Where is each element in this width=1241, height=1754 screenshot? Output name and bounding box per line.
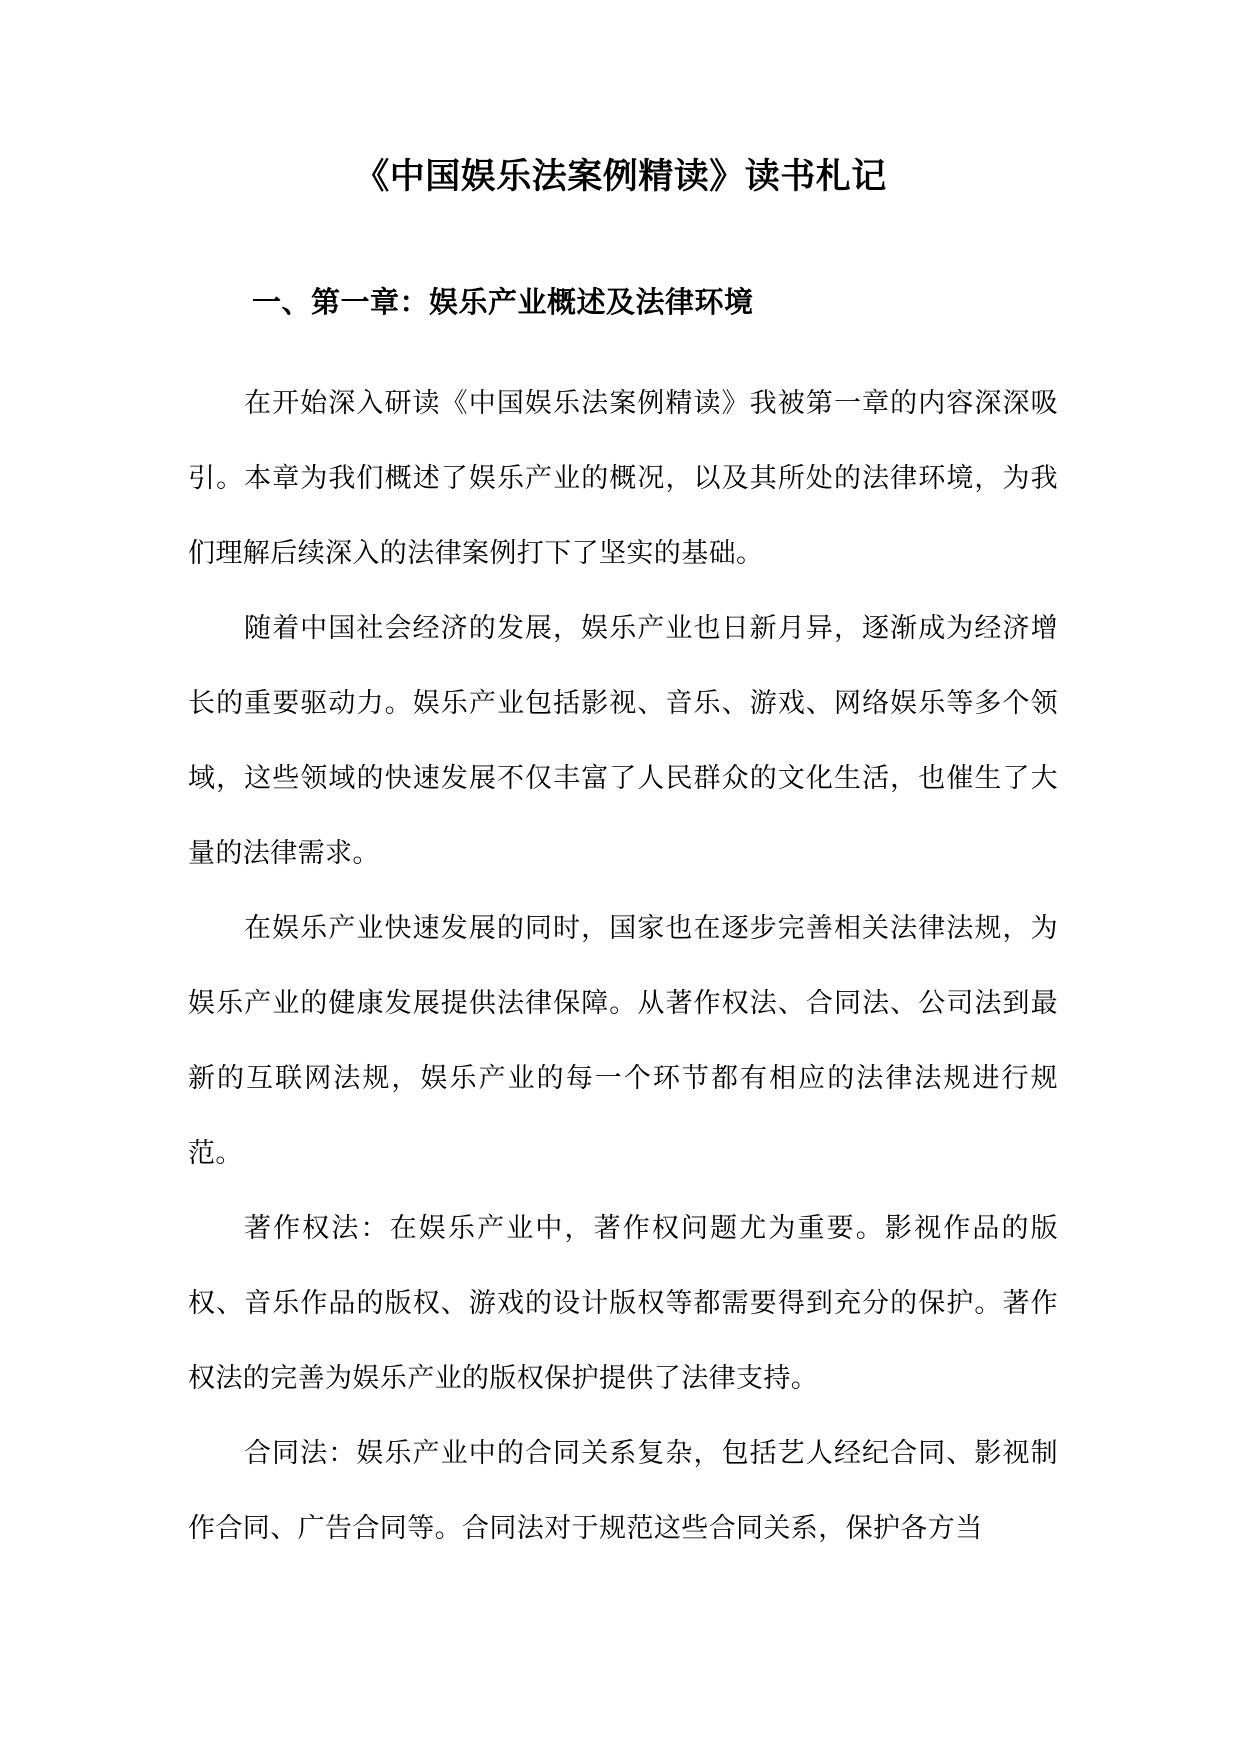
document-title: 《中国娱乐法案例精读》读书札记 bbox=[354, 157, 887, 197]
document-body bbox=[188, 366, 1058, 1566]
section-heading: 一、第一章：娱乐产业概述及法律环境 bbox=[252, 285, 754, 319]
paragraph-intro: 在开始深入研读《中国娱乐法案例精读》我被第一章的内容深深吸引。本章为我们概述了娱乐产业的概况，以及其所处的法律环境，为我们理解后续深入的法律案例打下了坚实的基础。 bbox=[188, 388, 1058, 569]
paragraph-copyright-law: 著作权法：在娱乐产业中，著作权问题尤为重要。影视作品的版权、音乐作品的版权、游戏的设计版权等都需要得到充分的保护。著作权法的完善为娱乐产业的版权保护提供了法律支持。 bbox=[188, 1213, 1058, 1394]
paragraph-contract-law: 合同法：娱乐产业中的合同关系复杂，包括艺人经纪合同、影视制作合同、广告合同等。合同法对于规范这些合同关系，保护各方当 bbox=[188, 1438, 1058, 1544]
paragraph-industry-growth: 随着中国社会经济的发展，娱乐产业也日新月异，逐渐成为经济增长的重要驱动力。娱乐产业包括影视、音乐、游戏、网络娱乐等多个领域，这些领域的快速发展不仅丰富了人民群众的文化生活，也催生了大量的法律需求。 bbox=[188, 613, 1058, 869]
paragraph-legal-framework: 在娱乐产业快速发展的同时，国家也在逐步完善相关法律法规，为娱乐产业的健康发展提供法律保障。从著作权法、合同法、公司法到最新的互联网法规，娱乐产业的每一个环节都有相应的法律法规进行规范。 bbox=[188, 913, 1058, 1169]
